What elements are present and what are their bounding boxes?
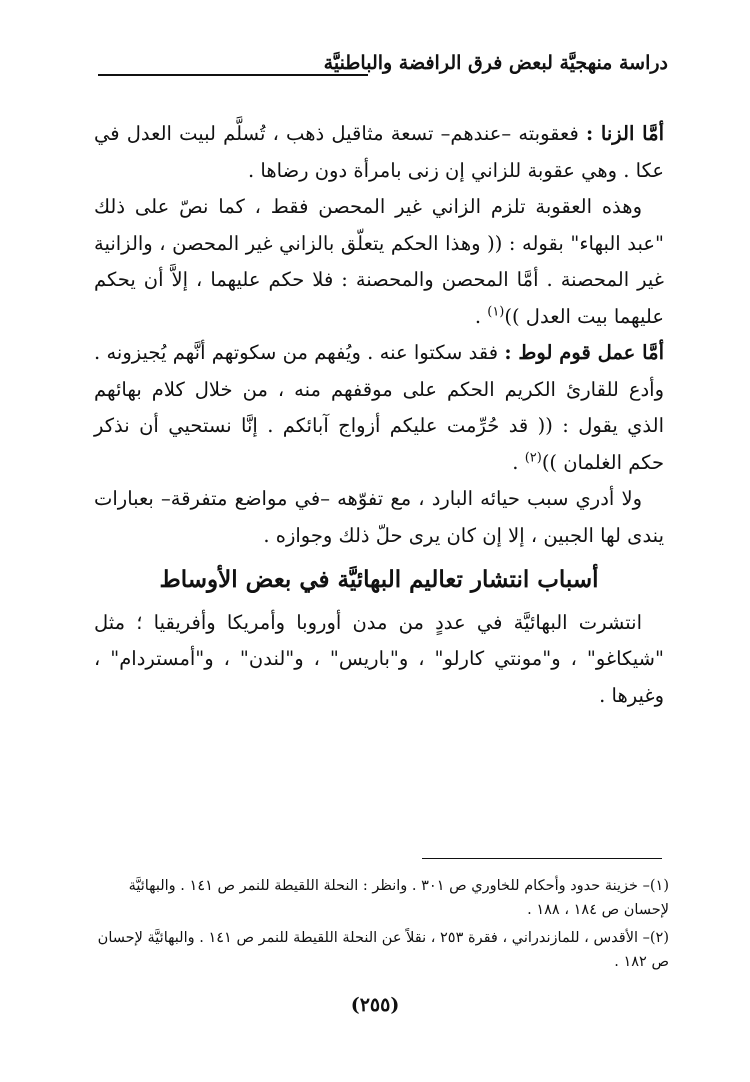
lead-zina: أمَّا الزنا :: [585, 122, 664, 145]
paragraph-penalty-text: وهذه العقوبة تلزم الزاني غير المحصن فقط ، كما نصّ على ذلك "عبد البهاء" بقوله : (( وهذا الحكم يتعلّق بالزاني غير المحصن ، والزانية غير المحصنة . أمَّا المحصن والمحصنة : فلا حكم عليهما ، إلاَّ أن يحكم عليهما بيت العدل )): [94, 195, 664, 328]
page-number: (٢٥٥): [350, 994, 400, 1016]
main-text: [94, 116, 664, 714]
paragraph-penalty-end: .: [474, 304, 488, 328]
running-header-title: دراسة منهجيَّة لبعض فرق الرافضة والباطنيَّة: [323, 52, 668, 74]
lead-lut: أمَّا عمل قوم لوط :: [504, 341, 664, 364]
footnotes: [94, 874, 669, 978]
running-header: [98, 52, 668, 82]
footnote-ref-2[interactable]: (٢): [524, 450, 542, 465]
footnote-ref-1[interactable]: (١): [487, 304, 505, 319]
paragraph-modesty: [94, 481, 664, 554]
footnote-rule: [422, 858, 662, 859]
paragraph-spread: [94, 605, 664, 715]
paragraph-lut: [94, 335, 664, 481]
paragraph-zina: [94, 116, 664, 189]
paragraph-lut-text: فقد سكتوا عنه . ويُفهم من سكوتهم أنَّهم يُجيزونه . وأدع للقارئ الكريم الحكم على موقفهم منه ، من خلال كلام بهائهم الذي يقول : (( قد حُرِّمت عليكم أزواج آبائكم . إنَّا نستحيي أن نذكر حكم الغلمان )): [94, 341, 664, 474]
paragraph-penalty: [94, 189, 664, 335]
paragraph-lut-end: .: [512, 450, 525, 474]
footnote-2: (٢)– الأقدس ، للمازندراني ، فقرة ٢٥٣ ، نقلاً عن النحلة اللقيطة للنمر ص ١٤١ . والبهائيَّة لإحسان ص ١٨٢ .: [97, 930, 669, 970]
section-heading: أسباب انتشار تعاليم البهائيَّة في بعض الأوساط: [159, 566, 599, 593]
footnote-1: (١)– خزينة حدود وأحكام للخاوري ص ٣٠١ . وانظر : النحلة اللقيطة للنمر ص ١٤١ . والبهائيَّة لإحسان ص ١٨٤ ، ١٨٨ .: [128, 878, 669, 918]
paragraph-spread-text: انتشرت البهائيَّة في عددٍ من مدن أوروبا وأمريكا وأفريقيا ؛ مثل "شيكاغو" ، و"مونتي كارلو" ، و"باريس" ، و"لندن" ، و"أمستردام" ، وغيرها .: [94, 610, 664, 707]
paragraph-modesty-text: ولا أدري سبب حيائه البارد ، مع تفوّهه –في مواضع متفرقة– بعبارات يندى لها الجبين ، إلا إن كان يرى حلّ ذلك وجوازه .: [94, 487, 664, 547]
header-rule: [98, 74, 368, 76]
paragraph-zina-text: فعقوبته –عندهم– تسعة مثاقيل ذهب ، تُسلَّم لبيت العدل في عكا . وهي عقوبة للزاني إن زنى بامرأة دون رضاها .: [94, 122, 664, 182]
